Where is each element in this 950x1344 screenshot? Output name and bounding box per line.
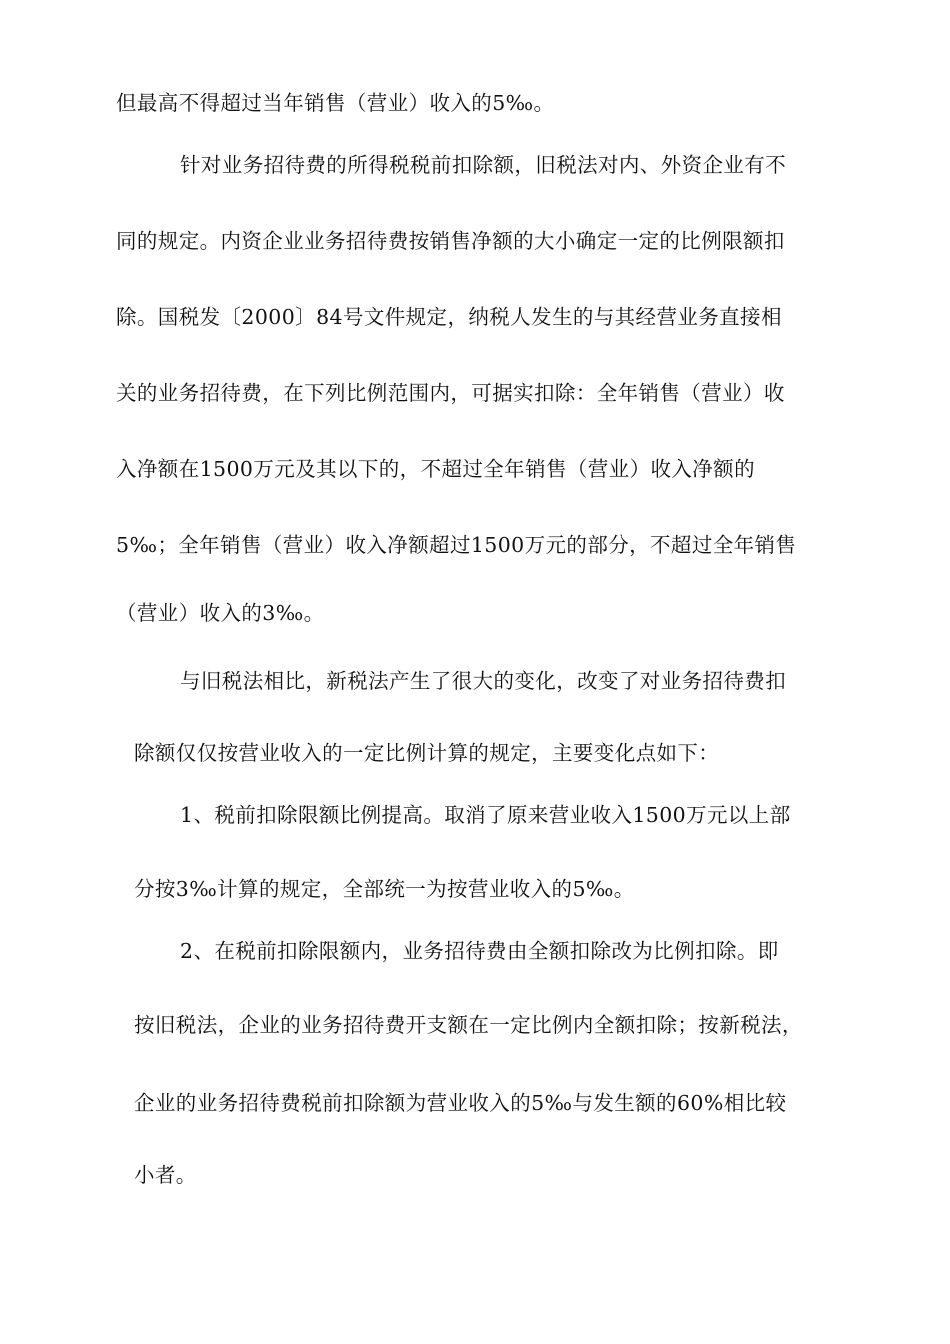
text-line: 分按3‰计算的规定，全部统一为按营业收入的5‰。 xyxy=(134,877,635,901)
text-line: 企业的业务招待费税前扣除额为营业收入的5‰与发生额的60%相比较 xyxy=(134,1091,787,1115)
text-line: 按旧税法，企业的业务招待费开支额在一定比例内全额扣除；按新税法， xyxy=(134,1013,803,1037)
text-line: 入净额在1500万元及其以下的，不超过全年销售（营业）收入净额的 xyxy=(116,457,755,481)
text-line: 针对业务招待费的所得税税前扣除额，旧税法对内、外资企业有不 xyxy=(180,153,787,177)
text-line: 与旧税法相比，新税法产生了很大的变化，改变了对业务招待费扣 xyxy=(180,669,787,693)
text-line: 5‰；全年销售（营业）收入净额超过1500万元的部分，不超过全年销售 xyxy=(116,533,797,557)
text-line: 但最高不得超过当年销售（营业）收入的5‰。 xyxy=(116,91,555,115)
text-line: 2、在税前扣除限额内，业务招待费由全额扣除改为比例扣除。即 xyxy=(180,939,779,963)
text-line: 同的规定。内资企业业务招待费按销售净额的大小确定一定的比例限额扣 xyxy=(116,229,785,253)
text-line: 除。国税发〔2000〕84号文件规定，纳税人发生的与其经营业务直接相 xyxy=(116,305,782,329)
text-line: 关的业务招待费，在下列比例范围内，可据实扣除：全年销售（营业）收 xyxy=(116,381,785,405)
text-line: 小者。 xyxy=(134,1163,197,1187)
text-line: 1、税前扣除限额比例提高。取消了原来营业收入1500万元以上部 xyxy=(180,803,791,827)
text-line: （营业）收入的3‰。 xyxy=(116,601,325,625)
text-line: 除额仅仅按营业收入的一定比例计算的规定，主要变化点如下： xyxy=(134,741,720,765)
